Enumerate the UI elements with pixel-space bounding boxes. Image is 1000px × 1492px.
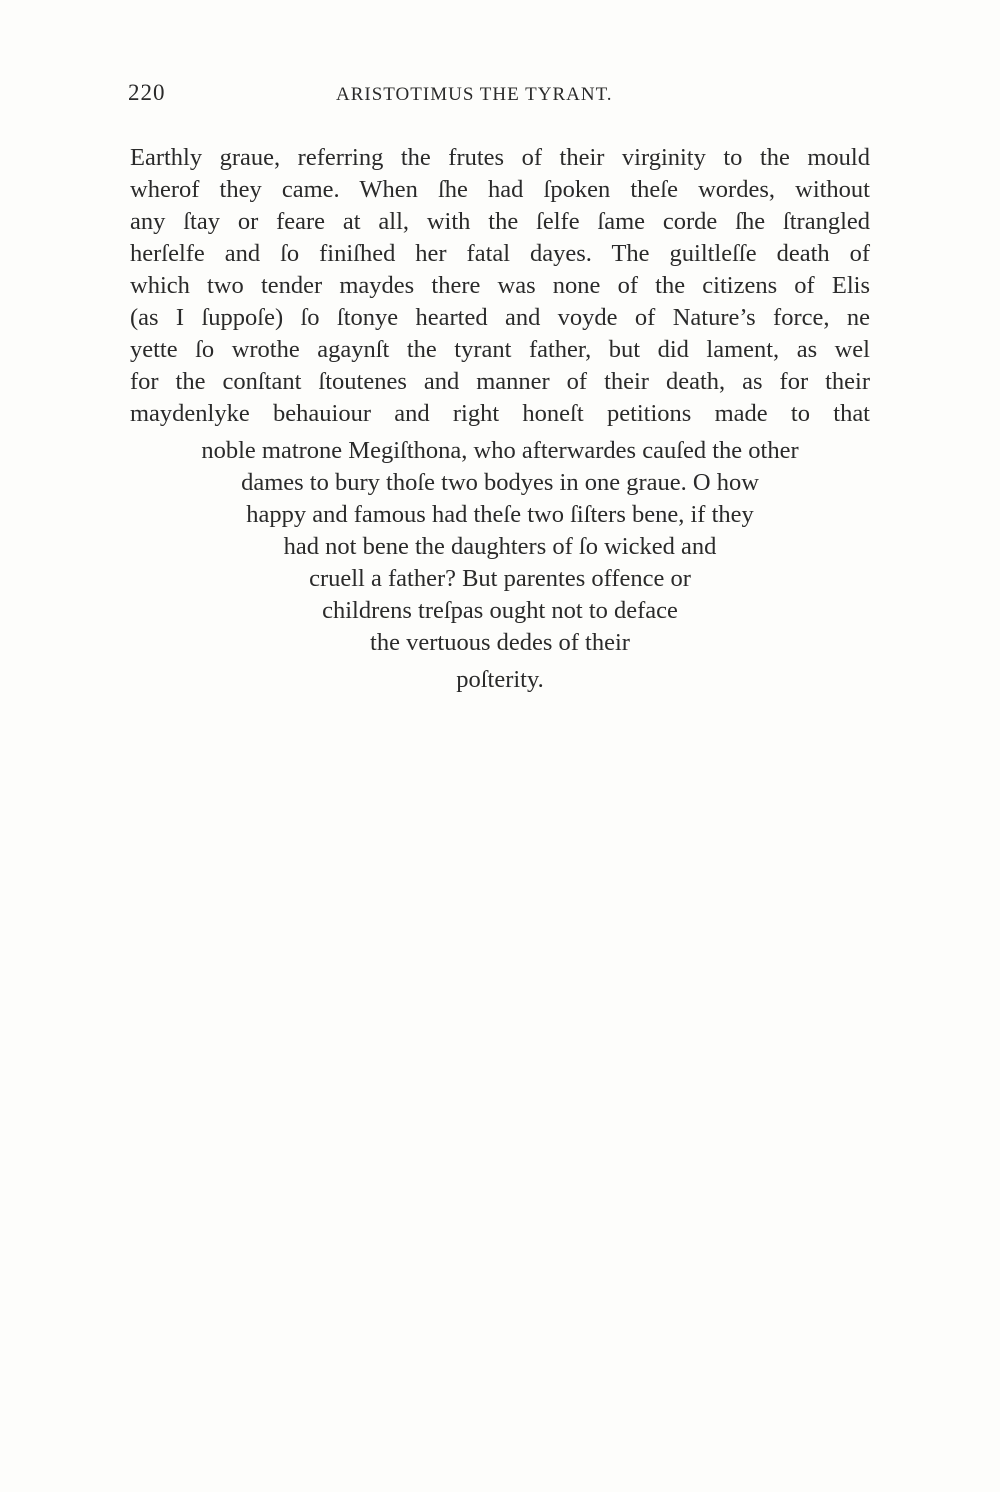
text-line: had not bene the daughters of ſo wicked and — [283, 533, 717, 560]
text-line: maydenlyke behauiour and right honeſt petitions made to that — [130, 400, 870, 427]
text-line: Earthly graue, referring the frutes of their virginity to the mould — [130, 144, 870, 171]
text-line: the vertuous dedes of their — [370, 629, 630, 656]
text-line: (as I ſuppoſe) ſo ſtonye hearted and voyde of Nature’s force, ne — [130, 304, 870, 331]
text-line: childrens treſpas ought not to deface — [322, 597, 678, 624]
page-number: 220 — [128, 80, 166, 105]
text-line: dames to bury thoſe two bodyes in one graue. O how — [241, 469, 759, 496]
text-line: happy and famous had theſe two ſiſters bene, if they — [246, 501, 754, 528]
running-title: ARISTOTIMUS THE TYRANT. — [336, 84, 613, 105]
text-line: yette ſo wrothe agaynſt the tyrant father, but did lament, as wel — [130, 336, 870, 363]
text-line: any ſtay or feare at all, with the ſelfe ſame corde ſhe ſtrangled — [130, 208, 870, 235]
text-line: which two tender maydes there was none of the citizens of Elis — [130, 272, 870, 299]
text-line: noble matrone Megiſthona, who afterwardes cauſed the other — [201, 437, 799, 464]
text-line: herſelfe and ſo finiſhed her fatal dayes. The guiltleſſe death of — [130, 240, 870, 267]
text-line: poſterity. — [456, 666, 544, 693]
text-line: cruell a father? But parentes offence or — [309, 565, 691, 592]
text-line: for the conſtant ſtoutenes and manner of their death, as for their — [130, 368, 870, 395]
text-line: wherof they came. When ſhe had ſpoken theſe wordes, without — [130, 176, 870, 203]
